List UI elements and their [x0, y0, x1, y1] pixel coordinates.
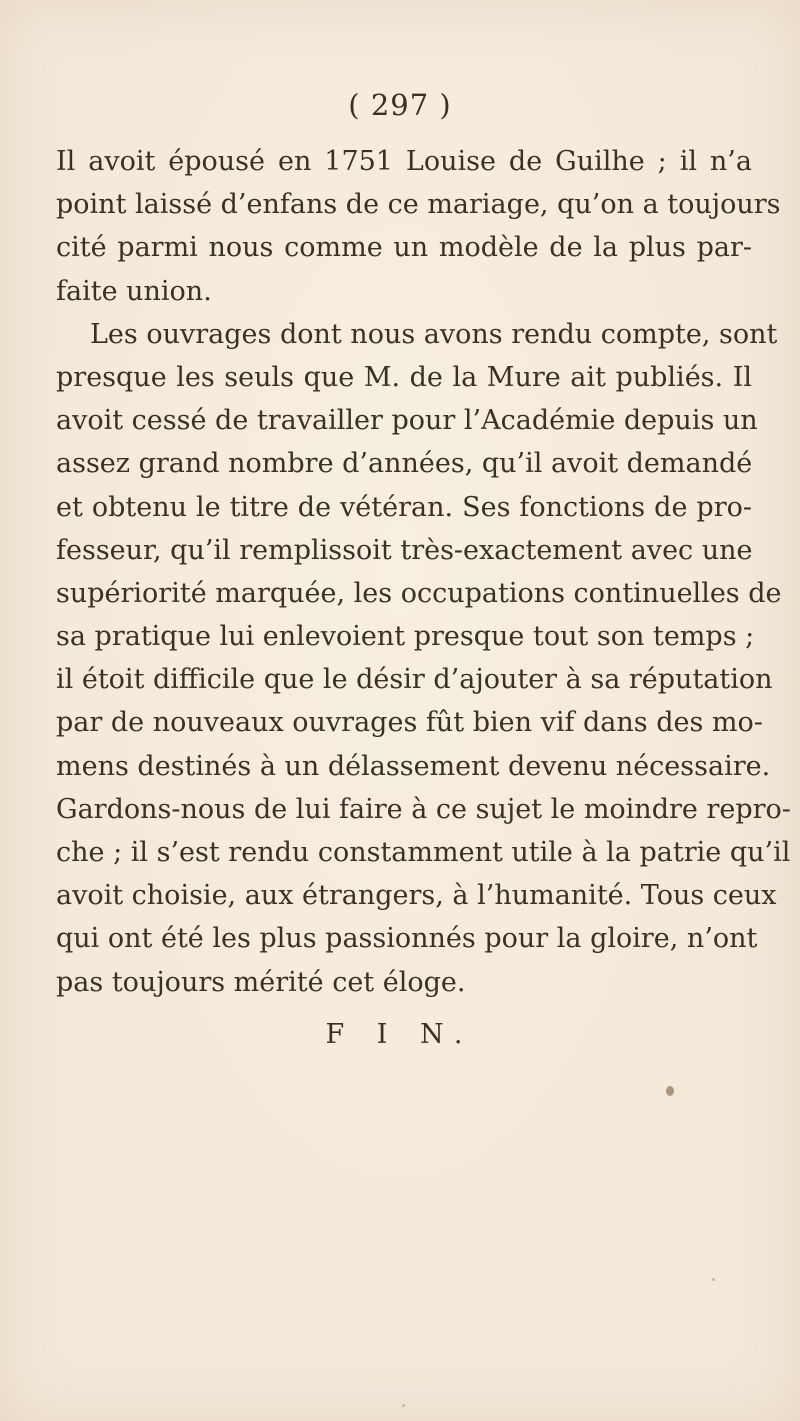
text-line: cité parmi nous comme un modèle de la plus par-: [56, 232, 752, 264]
page-number: ( 297 ): [348, 88, 452, 122]
text-line: pas toujours mérité cet éloge.: [56, 966, 466, 998]
text-line: avoit cessé de travailler pour l’Académie depuis un: [56, 405, 758, 437]
ink-spot: [402, 1404, 405, 1407]
body-text: [56, 140, 791, 1004]
text-line: fesseur, qu’il remplissoit très-exactement avec une: [56, 534, 753, 566]
text-line: il étoit difficile que le désir d’ajouter à sa réputation: [56, 664, 773, 696]
text-line: presque les seuls que M. de la Mure ait publiés. Il: [56, 361, 752, 393]
text-line: par de nouveaux ouvrages fût bien vif dans des mo-: [56, 707, 763, 739]
text-line: faite union.: [56, 275, 212, 307]
text-line: che ; il s’est rendu constamment utile à la patrie qu’il: [56, 837, 791, 868]
ink-spot: [666, 1086, 674, 1096]
text-line: Les ouvrages dont nous avons rendu compte, sont: [90, 318, 778, 350]
text-line: qui ont été les plus passionnés pour la gloire, n’ont: [56, 923, 758, 955]
ink-spot: [712, 1278, 715, 1281]
text-line: assez grand nombre d’années, qu’il avoit demandé: [56, 448, 753, 480]
text-line: sa pratique lui enlevoient presque tout son temps ;: [56, 621, 755, 653]
text-line: avoit choisie, aux étrangers, à l’humanité. Tous ceux: [56, 880, 777, 912]
text-line: supériorité marquée, les occupations continuelles de: [56, 577, 782, 609]
end-mark: F I N.: [325, 1019, 475, 1050]
text-line: Gardons-nous de lui faire à ce sujet le moindre repro-: [56, 793, 791, 825]
text-line: et obtenu le titre de vétéran. Ses fonctions de pro-: [56, 491, 752, 523]
text-line: Il avoit épousé en 1751 Louise de Guilhe ; il n’a: [56, 146, 752, 177]
text-line: mens destinés à un délassement devenu nécessaire.: [56, 750, 771, 782]
text-line: point laissé d’enfans de ce mariage, qu’on a toujours: [56, 189, 781, 221]
